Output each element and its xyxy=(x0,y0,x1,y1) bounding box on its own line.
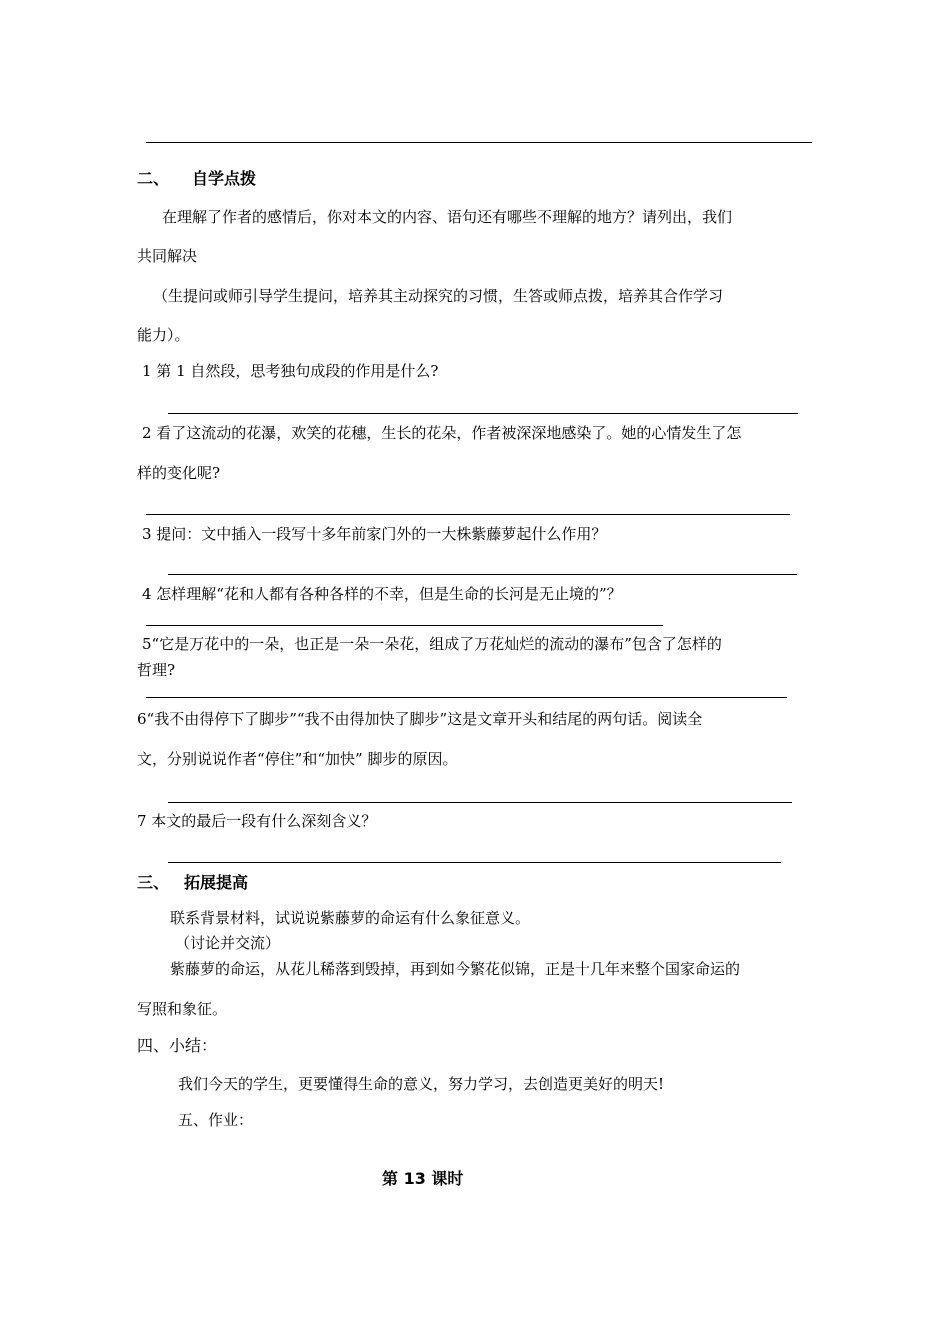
summary-text: 我们今天的学生，更要懂得生命的意义，努力学习，去创造更美好的明天! xyxy=(178,1075,665,1093)
question-6-line: 6“我不由得停下了脚步”“我不由得加快了脚步”这是文章开头和结尾的两句话。阅读全 xyxy=(137,710,703,728)
section-title: 拓展提高 xyxy=(184,873,249,892)
section-4-heading: 四、小结： xyxy=(137,1036,218,1055)
answer-line xyxy=(146,697,787,698)
answer-line xyxy=(168,802,792,803)
extension-answer-line: 紫藤萝的命运，从花儿稀落到毁掉，再到如今繁花似锦，正是十几年来整个国家命运的 xyxy=(170,960,741,978)
section-5-heading: 五、作业： xyxy=(178,1111,254,1129)
intro-paragraph-line: 在理解了作者的感情后，你对本文的内容、语句还有哪些不理解的地方？请列出，我们 xyxy=(162,208,733,226)
question-7: 7 本文的最后一段有什么深刻含义？ xyxy=(137,812,377,830)
answer-line xyxy=(168,862,781,863)
answer-line xyxy=(146,514,790,515)
question-3: 3 提问：文中插入一段写十多年前家门外的一大株紫藤萝起什么作用？ xyxy=(142,525,607,543)
question-6-line: 文，分别说说作者“停住”和“加快” 脚步的原因。 xyxy=(137,750,458,768)
answer-line-top xyxy=(146,142,812,143)
intro-paragraph-line: 共同解决 xyxy=(137,247,198,265)
teaching-note-line: 能力）。 xyxy=(137,326,190,344)
section-number: 三、 xyxy=(137,873,170,892)
question-1: 1 第 1 自然段，思考独句成段的作用是什么? xyxy=(142,362,439,380)
section-number: 二、 xyxy=(137,169,170,188)
question-2-line: 样的变化呢? xyxy=(137,464,221,482)
lesson-heading: 第 13 课时 xyxy=(382,1169,464,1188)
answer-line xyxy=(146,625,663,626)
answer-line xyxy=(168,574,797,575)
question-2-line: 2 看了这流动的花瀑，欢笑的花穗，生长的花朵，作者被深深地感染了。她的心情发生了怎 xyxy=(142,424,742,442)
question-5-line: 哲理? xyxy=(137,661,176,679)
extension-prompt: 联系背景材料，试说说紫藤萝的命运有什么象征意义。 xyxy=(170,909,531,927)
answer-line xyxy=(168,413,798,414)
discussion-note: （讨论并交流） xyxy=(175,934,281,952)
teaching-note-line: （生提问或师引导学生提问，培养其主动探究的习惯，生答或师点拨，培养其合作学习 xyxy=(153,287,724,305)
section-title: 自学点拨 xyxy=(192,169,257,188)
question-5-line: 5“它是万花中的一朵，也正是一朵一朵花，组成了万花灿烂的流动的瀑布”包含了怎样的 xyxy=(142,635,722,653)
question-4: 4 怎样理解“花和人都有各种各样的不幸，但是生命的长河是无止境的”？ xyxy=(142,585,622,603)
extension-answer-line: 写照和象征。 xyxy=(137,1000,228,1018)
